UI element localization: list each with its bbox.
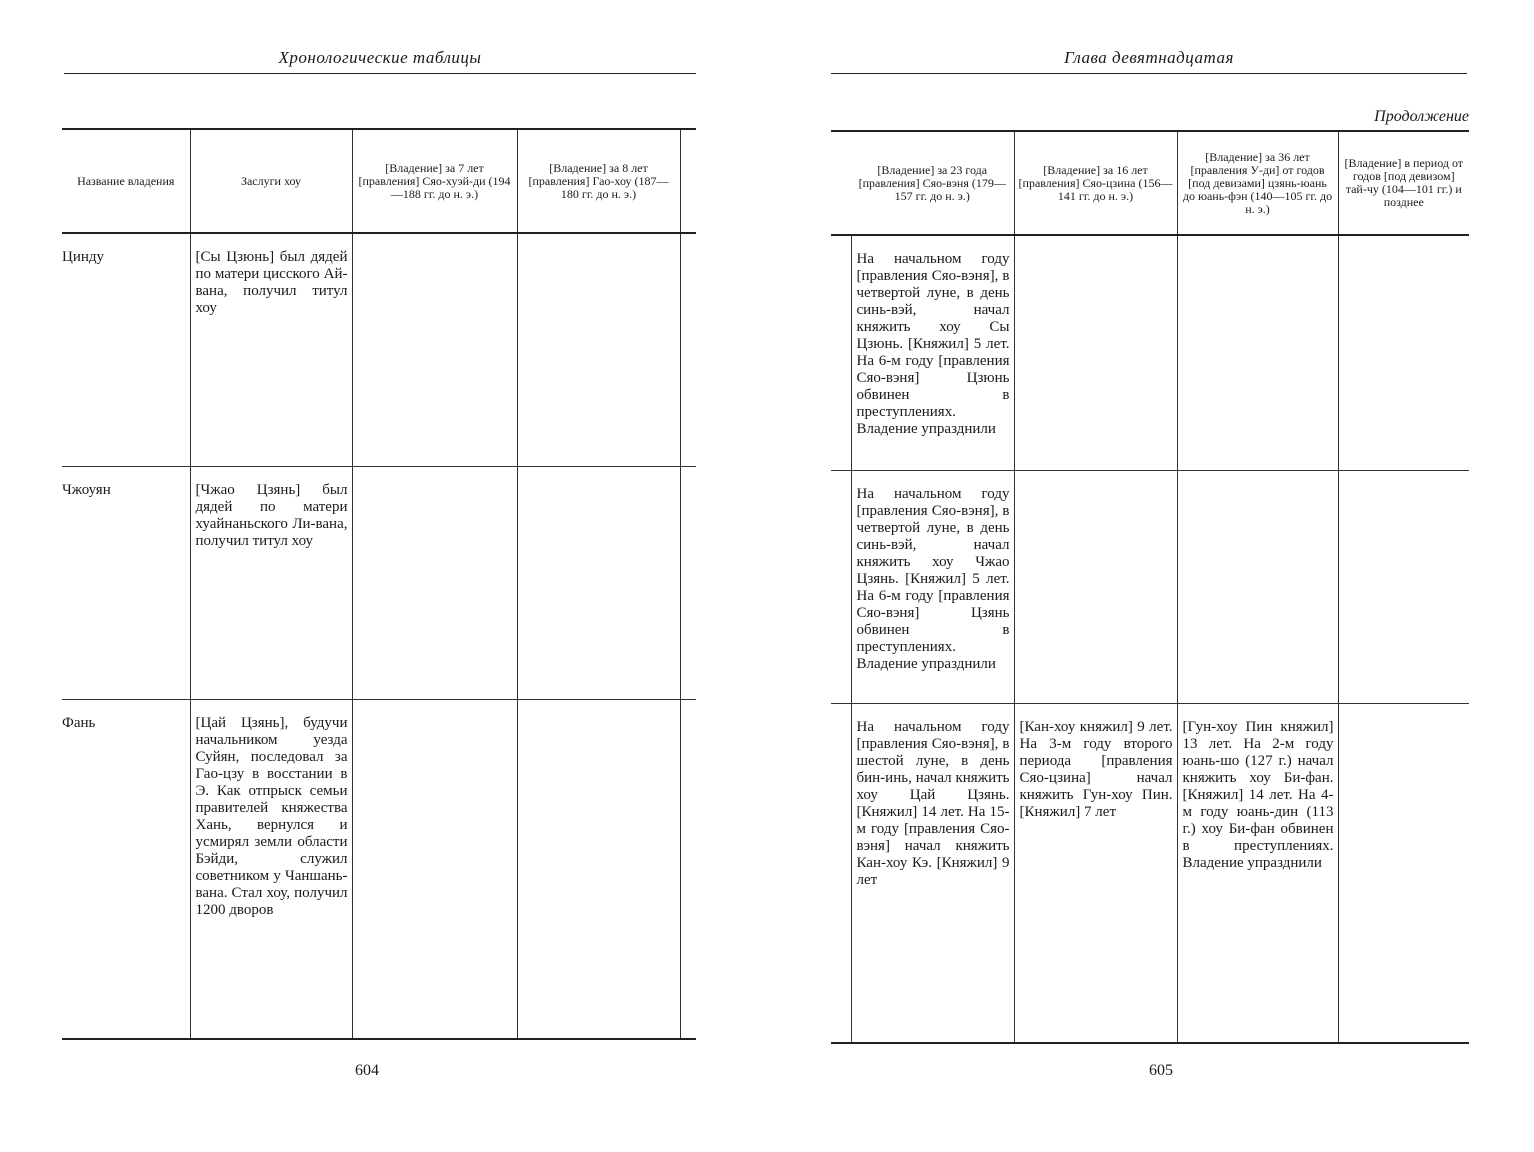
header-spacer <box>831 131 851 235</box>
table-row <box>62 466 696 699</box>
header-reign-wu-di: [Владение] за 36 лет [правления У-ди] от годов [под девизами] цзянь-юань до юань-фэн (140—105 гг. до н. э.) <box>1177 131 1338 235</box>
domain-name: Чжоуян <box>62 466 190 699</box>
merits-cell: [Сы Цзюнь] был дядей по матери цисского Ай-вана, получил титул хоу <box>190 233 352 466</box>
spacer-cell <box>680 466 696 699</box>
chronological-table-right <box>831 130 1469 1044</box>
table-row <box>831 235 1469 470</box>
domain-name: Цинду <box>62 249 105 265</box>
reign-cell <box>517 699 680 1039</box>
reign-cell <box>352 699 517 1039</box>
chronological-table-left <box>62 128 696 1040</box>
reign-cell: На начальном году [правления Сяо-вэня], в четвертой луне, в день синь-вэй, начал княжить хоу Чжао Цзянь. [Княжил] 5 лет. На 6-м году [правления Сяо-вэня] Цзянь обвинен в преступлениях. Владение упразднили <box>851 470 1014 703</box>
spacer-cell <box>831 470 851 703</box>
right-page <box>767 0 1534 1152</box>
reign-cell <box>1014 235 1177 470</box>
reign-cell <box>352 233 517 466</box>
continuation-label: Продолжение <box>1374 108 1469 125</box>
table-row <box>831 703 1469 1043</box>
running-head-left: Хронологические таблицы <box>278 48 482 67</box>
spacer-cell <box>680 699 696 1039</box>
reign-cell: На начальном году [правления Сяо-вэня], в шестой луне, в день бин-инь, начал княжить хоу Цай Цзянь. [Княжил] 14 лет. На 15-м году [правления Сяо-вэня] начал княжить Кан-хоу Кэ. [Княжил] 9 лет <box>851 703 1014 1043</box>
reign-cell <box>517 466 680 699</box>
reign-cell <box>517 233 680 466</box>
table-row <box>831 470 1469 703</box>
header-spacer <box>680 129 696 233</box>
spacer-cell <box>680 233 696 466</box>
domain-name: Фань <box>62 699 190 1039</box>
header-reign-xiao-jing: [Владение] за 16 лет [правления] Сяо-цзина (156—141 гг. до н. э.) <box>1014 131 1177 235</box>
reign-cell: [Гун-хоу Пин княжил] 13 лет. На 2-м году юань-шо (127 г.) начал княжить хоу Би-фан. [Княжил] 14 лет. На 4-м году юань-дин (113 г.) хоу Би-фан обвинен в преступлениях. Владение упразднили <box>1177 703 1338 1043</box>
reign-cell <box>1338 235 1469 470</box>
merits-cell: [Цай Цзянь], будучи начальником уезда Суйян, последовал за Гао-цзу в восстании в Э. Как отпрыск семьи правителей княжества Хань, вернулся и усмирял земли области Бэйди, служил советником у Чаншань-вана. Стал хоу, получил 1200 дворов <box>190 699 352 1039</box>
merits-cell: [Чжао Цзянь] был дядей по матери хуайнаньского Ли-вана, получил титул хоу <box>190 466 352 699</box>
header-reign-gao-hou: [Владение] за 8 лет [правления] Гао-хоу (187—180 гг. до н. э.) <box>517 129 680 233</box>
head-rule-left <box>64 73 696 74</box>
header-reign-tai-chu: [Владение] в период от годов [под девизом] тай-чу (104—101 гг.) и позднее <box>1338 131 1469 235</box>
header-merits: Заслуги хоу <box>190 129 352 233</box>
header-reign-xiao-wen: [Владение] за 23 года [правления] Сяо-вэня (179—157 гг. до н. э.) <box>851 131 1014 235</box>
reign-cell <box>1177 235 1338 470</box>
spacer-cell <box>831 703 851 1043</box>
header-domain-name: Название владения <box>62 129 190 233</box>
reign-cell <box>1338 703 1469 1043</box>
running-head-right: Глава девятнадцатая <box>1064 48 1234 67</box>
table-row <box>62 233 696 466</box>
reign-cell <box>1177 470 1338 703</box>
spacer-cell <box>831 235 851 470</box>
reign-cell <box>1014 470 1177 703</box>
page-number-right: 605 <box>1149 1062 1173 1079</box>
reign-cell: [Кан-хоу княжил] 9 лет. На 3-м году второго периода [правления Сяо-цзина] начал княжить Гун-хоу Пин. [Княжил] 7 лет <box>1014 703 1177 1043</box>
reign-cell <box>1338 470 1469 703</box>
reign-cell <box>352 466 517 699</box>
head-rule-right <box>831 73 1467 74</box>
header-reign-xiao-hui-di: [Владение] за 7 лет [правления] Сяо-хуэй-ди (194—188 гг. до н. э.) <box>352 129 517 233</box>
reign-cell: На начальном году [правления Сяо-вэня], в четвертой луне, в день синь-вэй, начал княжить хоу Сы Цзюнь. [Княжил] 5 лет. На 6-м году [правления Сяо-вэня] Цзюнь обвинен в преступлениях. Владение упразднили <box>851 235 1014 470</box>
table-row <box>62 699 696 1039</box>
page-number-left: 604 <box>355 1062 379 1079</box>
